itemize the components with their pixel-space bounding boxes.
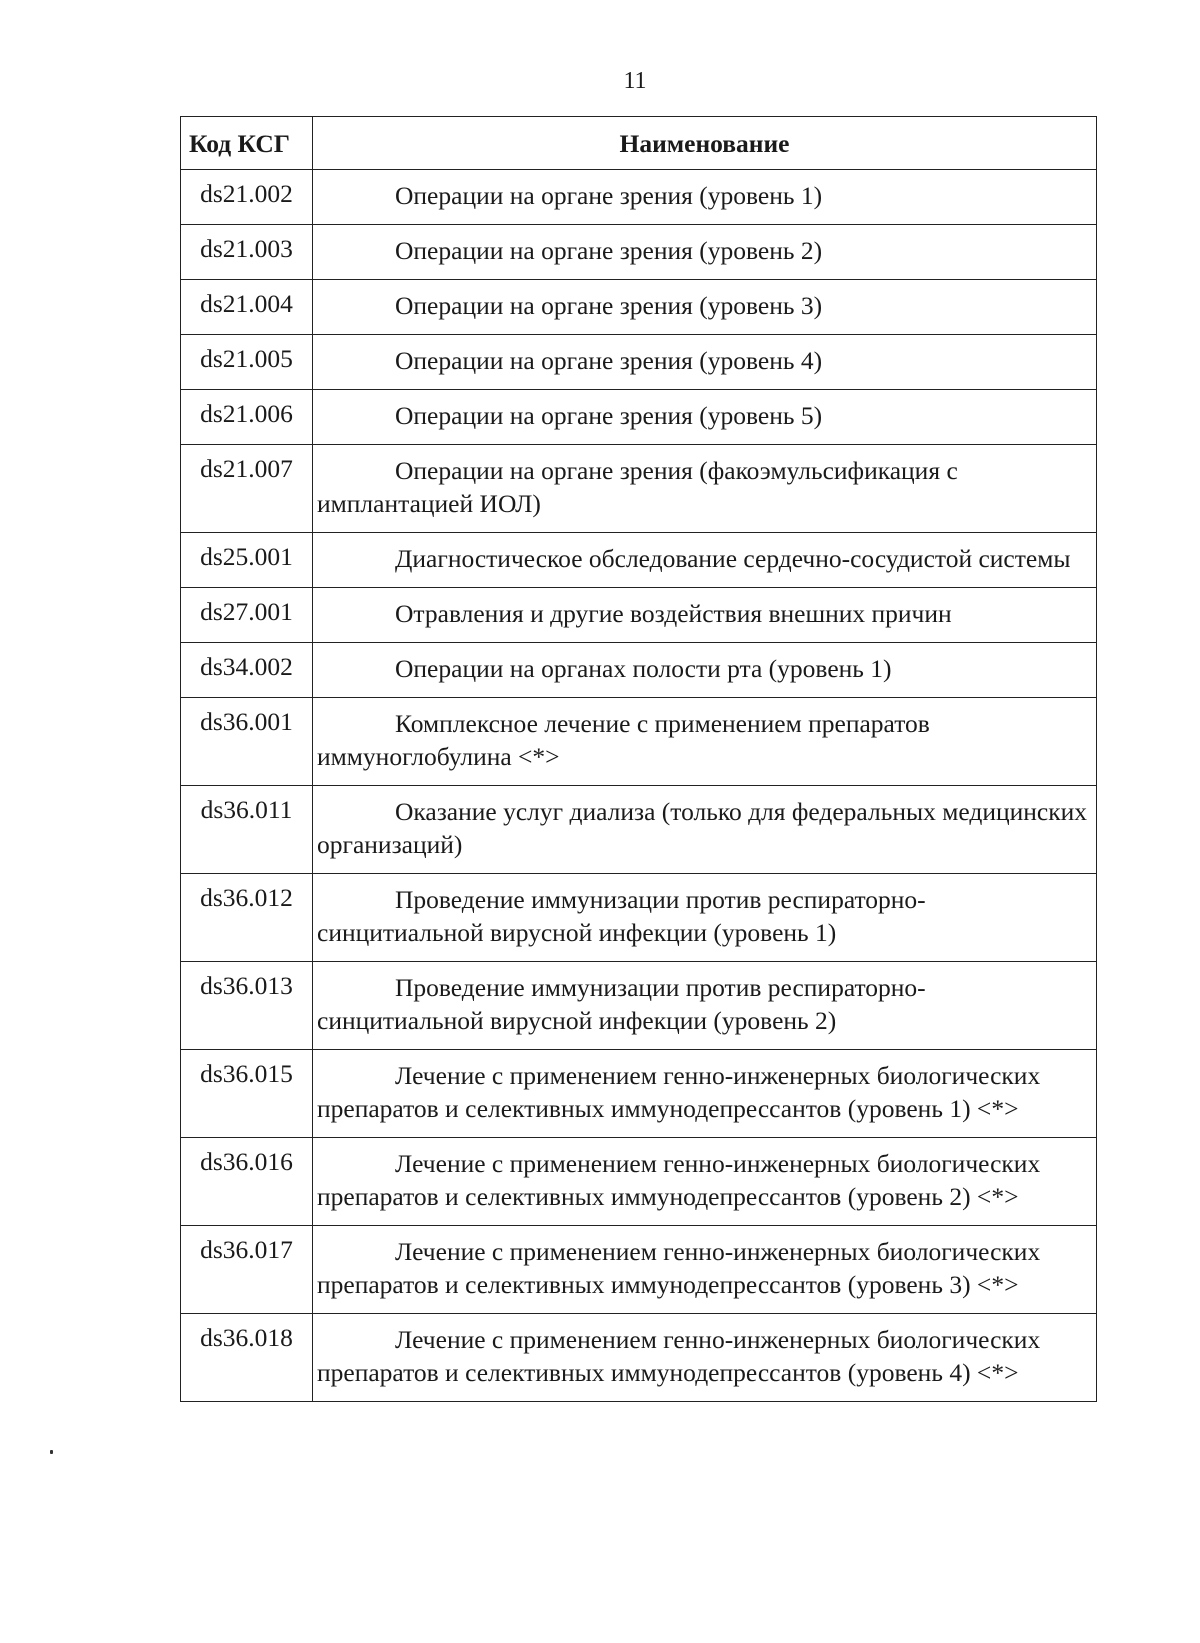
ksg-name: Диагностическое обследование сердечно-сосудистой системы (313, 533, 1097, 588)
table-row (181, 962, 1097, 1050)
ksg-code: ds36.017 (181, 1226, 313, 1314)
ksg-name: Лечение с применением генно-инженерных биологических препаратов и селективных иммунодепрессантов (уровень 1) <*> (313, 1050, 1097, 1138)
ksg-name: Операции на органе зрения (уровень 4) (313, 335, 1097, 390)
table-header-row (181, 117, 1097, 170)
ksg-name: Отравления и другие воздействия внешних причин (313, 588, 1097, 643)
table-row (181, 1138, 1097, 1226)
table-row (181, 335, 1097, 390)
ksg-name: Операции на органе зрения (уровень 2) (313, 225, 1097, 280)
ksg-code: ds36.001 (181, 698, 313, 786)
ksg-code: ds21.006 (181, 390, 313, 445)
table-row (181, 445, 1097, 533)
ksg-code: ds36.015 (181, 1050, 313, 1138)
ksg-code: ds36.011 (181, 786, 313, 874)
table-row (181, 390, 1097, 445)
ksg-code: ds34.002 (181, 643, 313, 698)
ksg-code: ds27.001 (181, 588, 313, 643)
ksg-name: Проведение иммунизации против респираторно-синцитиальной вирусной инфекции (уровень 1) (313, 874, 1097, 962)
table-row (181, 588, 1097, 643)
table-row (181, 533, 1097, 588)
ksg-name: Операции на органе зрения (факоэмульсификация с имплантацией ИОЛ) (313, 445, 1097, 533)
table-row (181, 698, 1097, 786)
ksg-name: Операции на органе зрения (уровень 3) (313, 280, 1097, 335)
table-row (181, 1050, 1097, 1138)
table-row (181, 643, 1097, 698)
table-row (181, 874, 1097, 962)
ksg-name: Операции на органе зрения (уровень 5) (313, 390, 1097, 445)
ksg-table (180, 116, 1097, 1402)
ksg-name: Лечение с применением генно-инженерных биологических препаратов и селективных иммунодепрессантов (уровень 4) <*> (313, 1314, 1097, 1402)
ksg-code: ds36.016 (181, 1138, 313, 1226)
ksg-name: Лечение с применением генно-инженерных биологических препаратов и селективных иммунодепрессантов (уровень 2) <*> (313, 1138, 1097, 1226)
column-header-code: Код КСГ (181, 117, 313, 170)
ksg-name: Оказание услуг диализа (только для федеральных медицинских организаций) (313, 786, 1097, 874)
ksg-code: ds21.005 (181, 335, 313, 390)
ksg-name: Проведение иммунизации против респираторно-синцитиальной вирусной инфекции (уровень 2) (313, 962, 1097, 1050)
ksg-code: ds36.018 (181, 1314, 313, 1402)
ksg-code: ds21.003 (181, 225, 313, 280)
ksg-name: Операции на органе зрения (уровень 1) (313, 170, 1097, 225)
table-row (181, 280, 1097, 335)
ksg-name: Комплексное лечение с применением препаратов иммуноглобулина <*> (313, 698, 1097, 786)
table-row (181, 1314, 1097, 1402)
ksg-code: ds36.013 (181, 962, 313, 1050)
page-number: 11 (623, 68, 647, 94)
ksg-name: Операции на органах полости рта (уровень 1) (313, 643, 1097, 698)
column-header-name: Наименование (313, 117, 1097, 170)
ksg-code: ds21.007 (181, 445, 313, 533)
table-row (181, 1226, 1097, 1314)
ksg-code: ds21.002 (181, 170, 313, 225)
ksg-code: ds36.012 (181, 874, 313, 962)
ksg-code: ds21.004 (181, 280, 313, 335)
ksg-code: ds25.001 (181, 533, 313, 588)
table-row (181, 786, 1097, 874)
scan-speck (50, 1450, 53, 1454)
table-row (181, 225, 1097, 280)
ksg-name: Лечение с применением генно-инженерных биологических препаратов и селективных иммунодепрессантов (уровень 3) <*> (313, 1226, 1097, 1314)
table-row (181, 170, 1097, 225)
